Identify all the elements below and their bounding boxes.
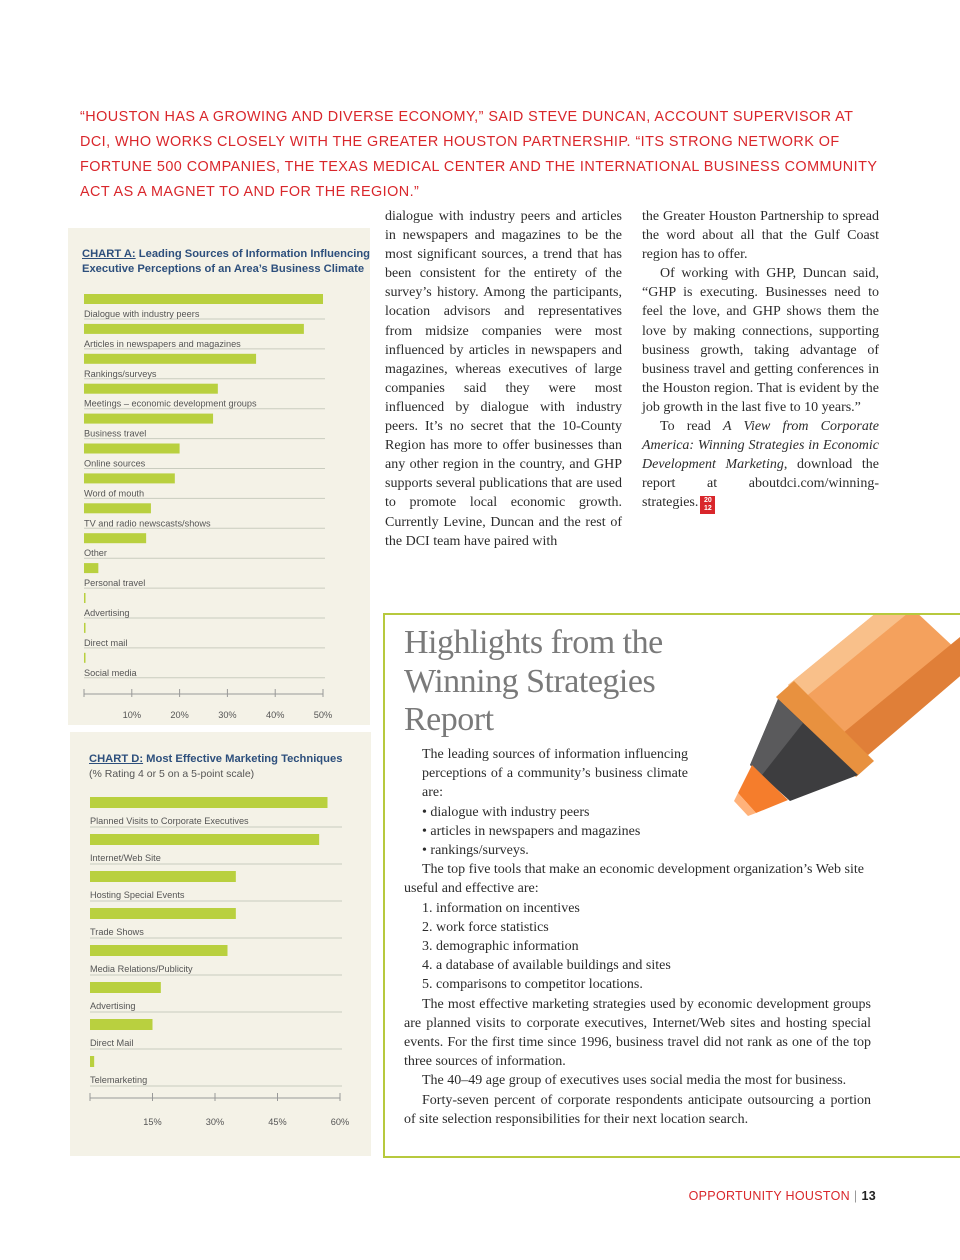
chart-bar [84,354,256,364]
category-label: Articles in newspapers and magazines [84,338,241,349]
category-label: TV and radio newscasts/shows [84,518,211,529]
category-label: Advertising [84,608,130,618]
chart-d-panel [70,732,371,1156]
chart-bar [84,503,151,513]
tick-label: 30% [218,710,237,720]
list-item: • articles in newspapers and magazines [422,823,641,839]
report-title: A View from Corporate America: Winning Strategies in Economic Development Marketing [642,419,879,473]
category-label: Hosting Special Events [90,890,185,900]
category-label: Internet/Web Site [90,853,161,863]
list-item: 5. comparisons to competitor locations. [422,977,643,993]
chart-bar [90,871,236,882]
category-label: Business travel [84,428,147,439]
chart-bar [84,623,86,633]
highlights-tools-list [404,899,871,995]
tick-label: 15% [143,1117,162,1127]
article-paragraph: Of working with GHP, Duncan said, “GHP is executing. Businesses need to feel the love, and GHP shows them the love by making connections, supporting business growth, taking advantage of business travel and getting conferences in the Houston region. That is evident by the job growth in the last five to 10 years.” [642,266,879,415]
highlights-body [404,745,871,1129]
highlights-intro [404,745,688,803]
list-item: • rankings/surveys. [422,843,529,859]
list-item: 1. information on incentives [422,900,580,916]
end-badge-top: 20 [703,497,712,505]
list-item: 2. work force statistics [422,919,549,935]
category-label: Word of mouth [84,488,145,499]
category-label: Meetings – economic development groups [84,398,257,409]
category-label: Trade Shows [90,927,144,937]
chart-bar [90,1019,153,1030]
article-column-middle [385,207,622,551]
chart-bar [84,653,86,663]
chart-a-plot [68,228,370,725]
chart-bar [84,294,323,304]
highlights-paragraph: Forty-seven percent of corporate respondents anticipate outsourcing a portion of site selection responsibilities for their next location search. [404,1092,871,1127]
tick-label: 60% [330,1117,350,1127]
category-label: Media Relations/Publicity [90,964,193,974]
tick-label: 30% [205,1117,225,1127]
page-footer [689,1189,876,1203]
category-label: Personal travel [84,578,146,589]
category-label: Rankings/surveys [84,368,157,379]
chart-bar [84,593,86,603]
article-column-right [642,207,879,514]
chart-bar [90,945,228,956]
chart-a-title-prefix: CHART A: [82,248,136,260]
list-item: 3. demographic information [422,939,579,955]
chart-bar [84,533,146,543]
category-label: Direct mail [84,637,128,648]
highlights-intro-text: The leading sources of information influencing perceptions of a community’s business climate are: [422,747,688,801]
tick-label: 50% [313,710,333,720]
chart-d-title-prefix: CHART D: [89,753,144,765]
chart-bar [90,834,319,845]
chart-bar [84,324,304,334]
pull-quote: “HOUSTON HAS A GROWING AND DIVERSE ECONOMY,” SAID STEVE DUNCAN, ACCOUNT SUPERVISOR AT DCI, WHO WORKS CLOSELY WITH THE GREATER HOUSTON PARTNERSHIP. “ITS STRONG NETWORK OF FORTUNE 500 COMPANIES, THE TEXAS MEDICAL CENTER AND THE INTERNATIONAL BUSINESS COMMUNITY ACT AS A MAGNET TO AND FOR THE REGION.” [80,109,878,200]
highlights-bullet-list [404,803,871,861]
read-more-link-text[interactable]: , download the report at aboutdci.com/winning-strategies. [642,457,879,511]
highlights-tools-intro: The top five tools that make an economic development organization’s Web site useful and effective are: [404,862,864,897]
tick-label: 40% [266,710,285,720]
chart-bar [90,1056,94,1067]
publication-name: OPPORTUNITY HOUSTON [688,1189,850,1203]
chart-d-plot [70,732,371,1156]
tick-label: 20% [170,710,189,720]
category-label: Telemarketing [90,1075,148,1085]
article-paragraph: dialogue with industry peers and articles in newspapers and magazines to be the most significant sources, a trend that has been consistent for the entirety of the survey’s history. Among the participants, location advisors and representatives from midsize companies were most influenced by articles in newspapers and magazines, whereas executives of large companies said they were most influenced by dialogue with industry peers. It’s no secret that the 10-County Region has more to offer businesses than any other region in the country, and GHP supports several publications that are used to promote local economic growth. Currently Levine, Duncan and the rest of the DCI team have paired with [385,209,622,549]
footer-separator: | [853,1189,858,1203]
category-label: Online sources [84,458,146,469]
chart-a-panel [68,228,370,725]
highlights-paragraph: The most effective marketing strategies used by economic development groups are planned visits to corporate executives, Internet/Web sites and hosting special events. For the first time since 1996, business travel did not rank as one of the top three sources of information. [404,996,871,1070]
list-item: • dialogue with industry peers [422,804,590,820]
chart-bar [84,563,98,573]
chart-a-title-line2: Executive Perceptions of an Area’s Business Climate [82,263,365,275]
chart-bar [84,414,213,424]
chart-bar [90,982,161,993]
chart-bar [84,384,218,394]
category-label: Dialogue with industry peers [84,309,200,319]
page-number: 13 [861,1189,876,1203]
chart-bar [84,473,175,483]
highlights-heading: Highlights from the Winning Strategies Report [404,624,663,738]
list-item: 4. a database of available buildings and sites [422,958,671,974]
end-badge-bottom: 12 [703,505,712,513]
category-label: Advertising [90,1001,136,1011]
chart-d-subtitle: (% Rating 4 or 5 on a 5-point scale) [89,768,255,780]
chart-bar [90,908,236,919]
category-label: Planned Visits to Corporate Executives [90,816,249,826]
chart-d-title-rest: Most Effective Marketing Techniques [143,753,343,765]
category-label: Direct Mail [90,1038,134,1048]
category-label: Other [84,548,107,559]
article-paragraph: the Greater Houston Partnership to spread the word about all that the Gulf Coast region has to offer. [642,209,879,263]
chart-bar [90,797,328,808]
tick-label: 10% [122,710,141,720]
highlights-paragraph: The 40–49 age group of executives uses social media the most for business. [422,1073,847,1089]
tick-label: 45% [268,1117,287,1127]
chart-bar [84,444,180,454]
category-label: Social media [84,667,137,678]
article-paragraph-read-more [642,417,879,514]
chart-a-title-rest: Leading Sources of Information Influencing [135,248,370,260]
read-more-lead: To read [660,419,723,435]
end-badge [700,496,715,514]
